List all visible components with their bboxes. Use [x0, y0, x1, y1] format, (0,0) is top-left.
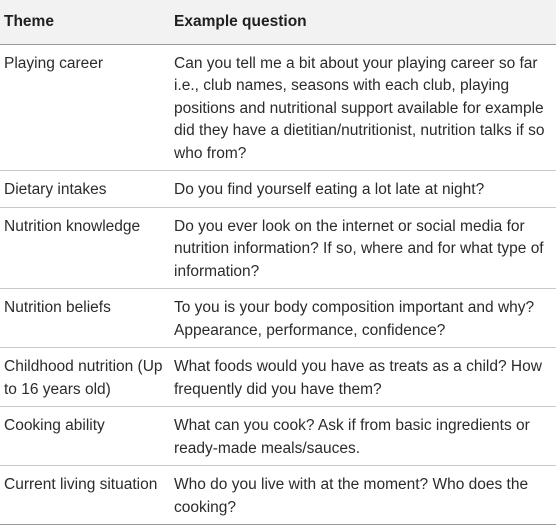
header-theme: Theme [0, 0, 170, 44]
table-row [0, 207, 556, 289]
question-cell: What foods would you have as treats as a child? How frequently did you have them? [170, 348, 556, 407]
theme-cell: Cooking ability [0, 407, 170, 466]
table-row [0, 466, 556, 525]
theme-cell: Childhood nutrition (Up to 16 years old) [0, 348, 170, 407]
table-row [0, 44, 556, 171]
question-cell: What can you cook? Ask if from basic ingredients or ready-made meals/sauces. [170, 407, 556, 466]
table-row [0, 289, 556, 348]
header-example-question: Example question [170, 0, 556, 44]
table-row [0, 407, 556, 466]
table-body [0, 44, 556, 525]
question-cell: To you is your body composition important and why? Appearance, performance, confidence? [170, 289, 556, 348]
header-row [0, 0, 556, 44]
question-cell: Do you find yourself eating a lot late at night? [170, 171, 556, 208]
theme-cell: Dietary intakes [0, 171, 170, 208]
question-cell: Who do you live with at the moment? Who does the cooking? [170, 466, 556, 525]
table-header [0, 0, 556, 44]
question-cell: Can you tell me a bit about your playing career so far i.e., club names, seasons with each club, playing positions and nutritional support available for example did they have a dietitian/nutritionist, nutrition talks if so who from? [170, 44, 556, 171]
theme-cell: Nutrition beliefs [0, 289, 170, 348]
theme-cell: Current living situation [0, 466, 170, 525]
table-row [0, 348, 556, 407]
table-row [0, 171, 556, 208]
theme-cell: Playing career [0, 44, 170, 171]
question-cell: Do you ever look on the internet or social media for nutrition information? If so, where and for what type of information? [170, 207, 556, 289]
theme-cell: Nutrition knowledge [0, 207, 170, 289]
